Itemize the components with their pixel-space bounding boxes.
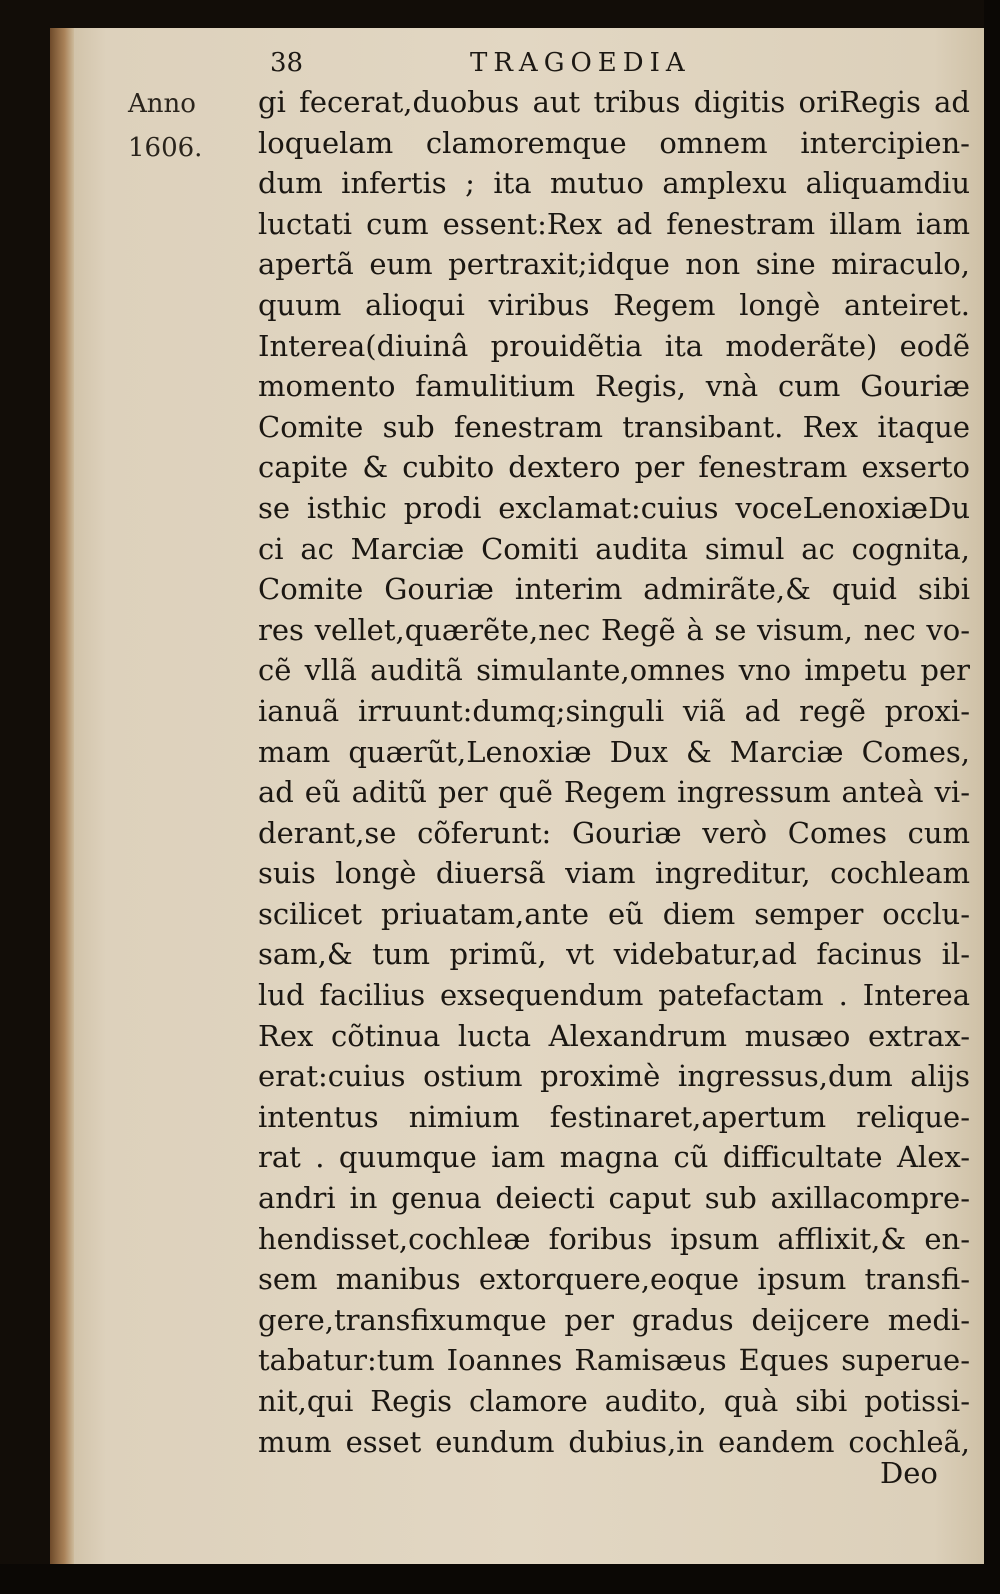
text-line: tabatur:tum Ioannes Ramisæus Eques superue- (258, 1343, 970, 1378)
text-line: se isthic prodi exclamat:cuius voceLenoxiæDu (258, 490, 970, 525)
text-line: derant,se cõferunt: Gouriæ verò Comes cum (258, 815, 970, 850)
text-line: quum alioqui viribus Regem longè anteiret. (258, 287, 970, 322)
text-line: luctati cum essent:Rex ad fenestram illam iam (258, 206, 970, 241)
text-line: apertã eum pertraxit;idque non sine miraculo, (258, 247, 970, 282)
text-line: lud facilius exsequendum patefactam . Interea (258, 978, 970, 1013)
text-line: cẽ vllã auditã simulante,omnes vno impetu per (258, 653, 970, 688)
text-line: momento famulitium Regis, vnà cum Gouriæ (258, 369, 970, 404)
text-line: andri in genua deiecti caput sub axillacompre- (258, 1181, 970, 1216)
text-line: ianuã irruunt:dumq;singuli viã ad regẽ proxi- (258, 693, 970, 728)
text-line: Comite sub fenestram transibant. Rex itaque (258, 409, 970, 444)
catchword: Deo (880, 1456, 938, 1490)
running-title: TRAGOEDIA (470, 48, 691, 78)
text-line: sam,& tum primũ, vt videbatur,ad facinus il- (258, 937, 970, 972)
text-line: sem manibus extorquere,eoque ipsum transfi- (258, 1262, 970, 1297)
text-line: dum infertis ; ita mutuo amplexu aliquamdiu (258, 166, 970, 201)
text-line: erat:cuius ostium proximè ingressus,dum alijs (258, 1059, 970, 1094)
text-line: capite & cubito dextero per fenestram exserto (258, 450, 970, 485)
text-line: ad eũ aditũ per quẽ Regem ingressum anteà vi- (258, 775, 970, 810)
text-line: res vellet,quærẽte,nec Regẽ à se visum, nec vo- (258, 612, 970, 647)
text-line: gere,transfixumque per gradus deijcere medi- (258, 1302, 970, 1337)
text-line: Rex cõtinua lucta Alexandrum musæo extrax- (258, 1018, 970, 1053)
scan-edge-bottom (0, 1564, 1000, 1594)
page-number: 38 (270, 48, 304, 78)
text-line: mam quærũt,Lenoxiæ Dux & Marciæ Comes, (258, 734, 970, 769)
text-line: suis longè diuersã viam ingreditur, cochleam (258, 856, 970, 891)
margin-note-line: 1606. (128, 133, 203, 163)
text-line: rat . quumque iam magna cũ difficultate Alex- (258, 1140, 970, 1175)
text-line: Comite Gouriæ interim admirãte,& quid sibi (258, 572, 970, 607)
margin-note-line: Anno (128, 89, 196, 119)
text-line: Interea(diuinâ prouidẽtia ita moderãte) eodẽ (258, 328, 970, 363)
text-line: mum esset eundum dubius,in eandem cochleã, (258, 1424, 970, 1459)
text-line: scilicet priuatam,ante eũ diem semper occlu- (258, 896, 970, 931)
text-line: intentus nimium festinaret,apertum relique- (258, 1099, 970, 1134)
body-text (258, 82, 970, 1462)
text-line: gi fecerat,duobus aut tribus digitis oriRegis ad (258, 85, 970, 119)
page-gutter (50, 28, 74, 1568)
text-line: ci ac Marciæ Comiti audita simul ac cognita, (258, 531, 970, 566)
scan-edge-right (984, 0, 1000, 1594)
margin-note-year (128, 82, 268, 170)
text-line: loquelam clamoremque omnem intercipien- (258, 125, 970, 160)
text-line: nit,qui Regis clamore audito, quà sibi potissi- (258, 1384, 970, 1418)
text-line: hendisset,cochleæ foribus ipsum afflixit,& en- (258, 1221, 970, 1256)
page-header (270, 48, 960, 84)
